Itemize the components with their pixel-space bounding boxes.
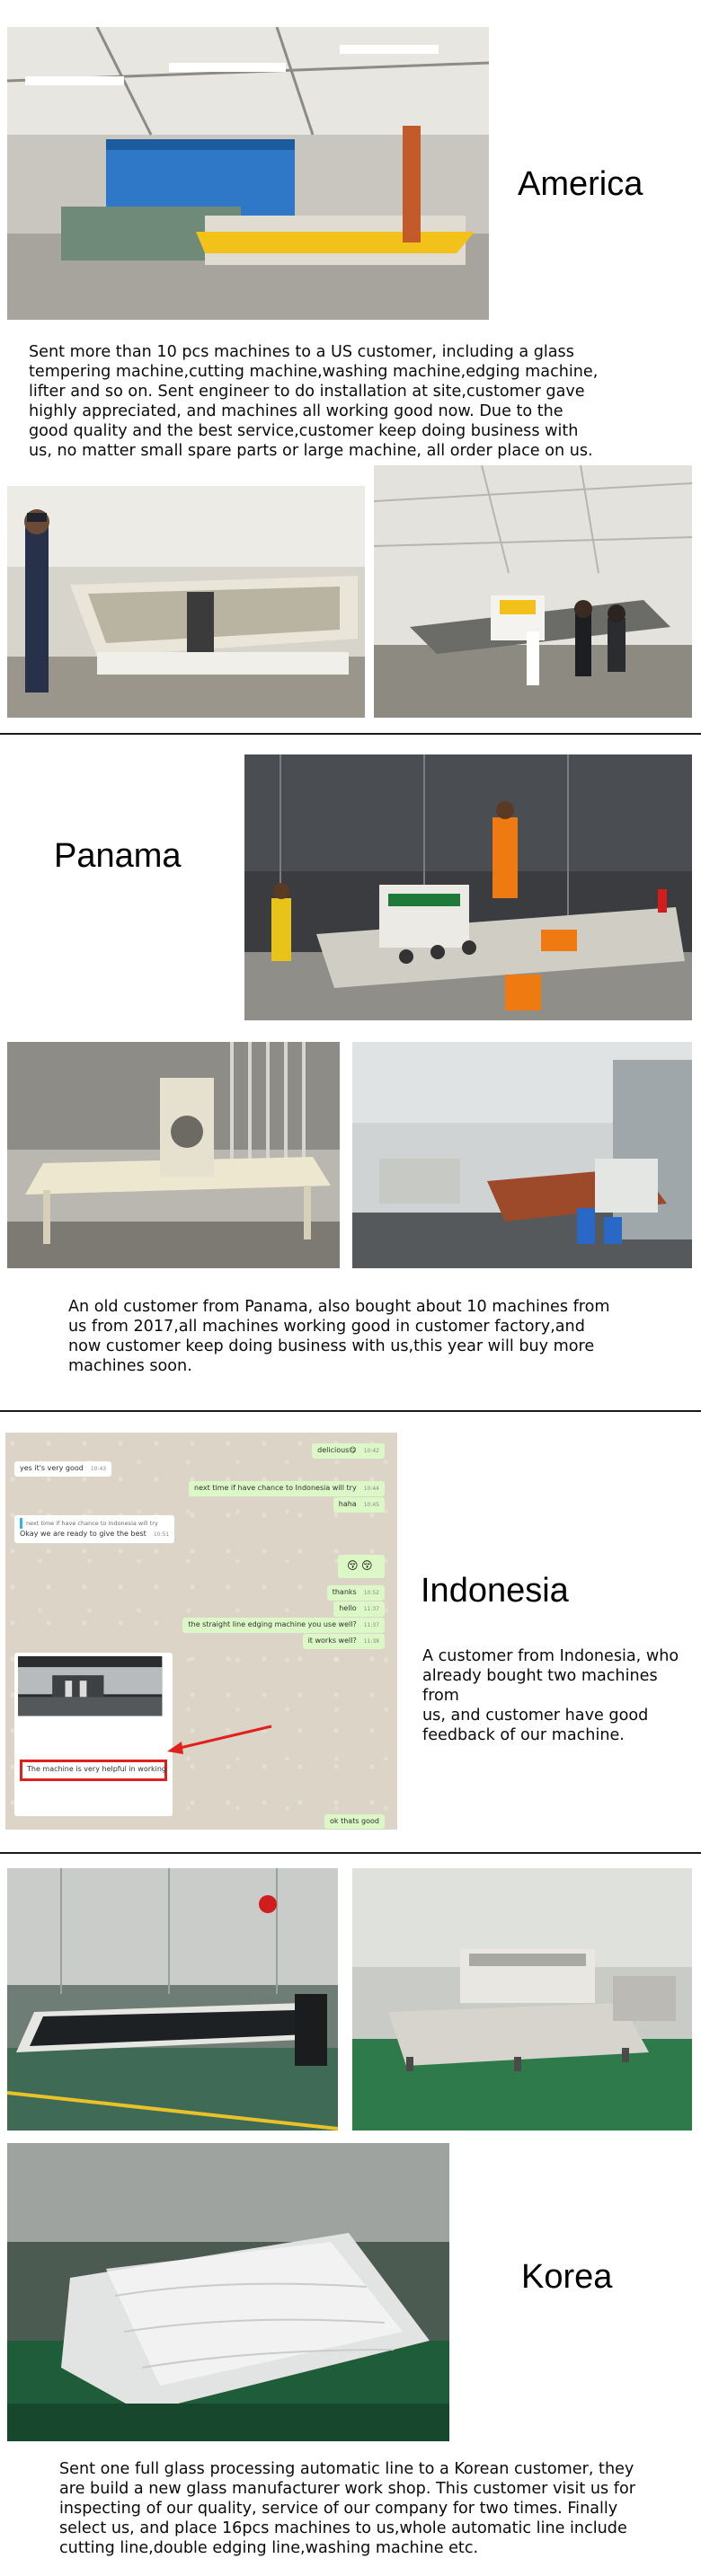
section-divider-1	[0, 733, 701, 735]
country-heading-america: America	[518, 165, 643, 203]
korea-packed-machines-photo	[352, 1868, 692, 2130]
chat-emoji-message: 😚 😚	[338, 1555, 385, 1578]
chat-message-highlighted: The machine is very helpful in working	[27, 1765, 167, 1773]
korea-cutting-table-photo	[7, 1868, 338, 2130]
chat-message: ok thats good	[324, 1814, 385, 1829]
chat-message: yes it's very good 10:43	[14, 1461, 111, 1477]
america-description: Sent more than 10 pcs machines to a US customer, including a glass tempering machine,cutting machine,washing machine,edging machine, lifter and so on. Sent engineer to do installation at site,customer gave highly appreciated, and machines all working good now. Due to the good quality and the best service,customer keep doing business with us, no matter small spare parts or large machine, all order place on us.	[29, 343, 599, 460]
chat-message: the straight line edging machine you use well? 11:37	[182, 1618, 385, 1633]
indonesia-chat-screenshot	[5, 1433, 397, 1830]
red-arrow-icon	[164, 1722, 275, 1758]
country-heading-indonesia: Indonesia	[421, 1572, 569, 1610]
panama-installation-photo	[244, 754, 692, 1020]
chat-message: hello 11:37	[333, 1601, 385, 1617]
america-tempering-machine-photo	[7, 27, 489, 320]
korea-description: Sent one full glass processing automatic line to a Korean customer, they are build a new glass manufacturer work shop. This customer visit us for inspecting of our quality, service of our company for two times. Finally select us, and place 16pcs machines to us,whole automatic line include cutting line,double edging line,washing machine etc.	[59, 2460, 635, 2557]
chat-message: thanks 10:52	[327, 1585, 385, 1601]
panama-description: An old customer from Panama, also bought about 10 machines from us from 2017,all machines working good in customer factory,and now customer keep doing business with us,this year will buy more machines soon.	[68, 1298, 610, 1375]
chat-message: delicious😋 10:42	[312, 1443, 385, 1459]
chat-message: haha 10:45	[333, 1497, 385, 1513]
country-heading-korea: Korea	[521, 2258, 613, 2296]
indonesia-description: A customer from Indonesia, who already bought two machines from us, and customer have good feedback of our machine.	[422, 1647, 679, 1744]
panama-bevel-table-photo	[7, 1042, 340, 1268]
section-divider-2	[0, 1410, 701, 1412]
chat-quoted-reply: next time if have chance to Indonesia will try Okay we are ready to give the best 10:51	[14, 1515, 174, 1543]
korea-wrapped-machine-photo	[7, 2143, 449, 2441]
chat-message: next time if have chance to Indonesia will try 10:44	[189, 1481, 385, 1496]
country-heading-panama: Panama	[54, 837, 182, 875]
america-cutting-table-photo	[7, 486, 365, 718]
chat-machine-photo-message	[14, 1653, 173, 1816]
america-edging-machine-photo	[374, 465, 692, 718]
panama-washing-machine-photo	[352, 1042, 692, 1268]
chat-message: it works well? 11:38	[303, 1634, 385, 1649]
section-divider-3	[0, 1852, 701, 1854]
